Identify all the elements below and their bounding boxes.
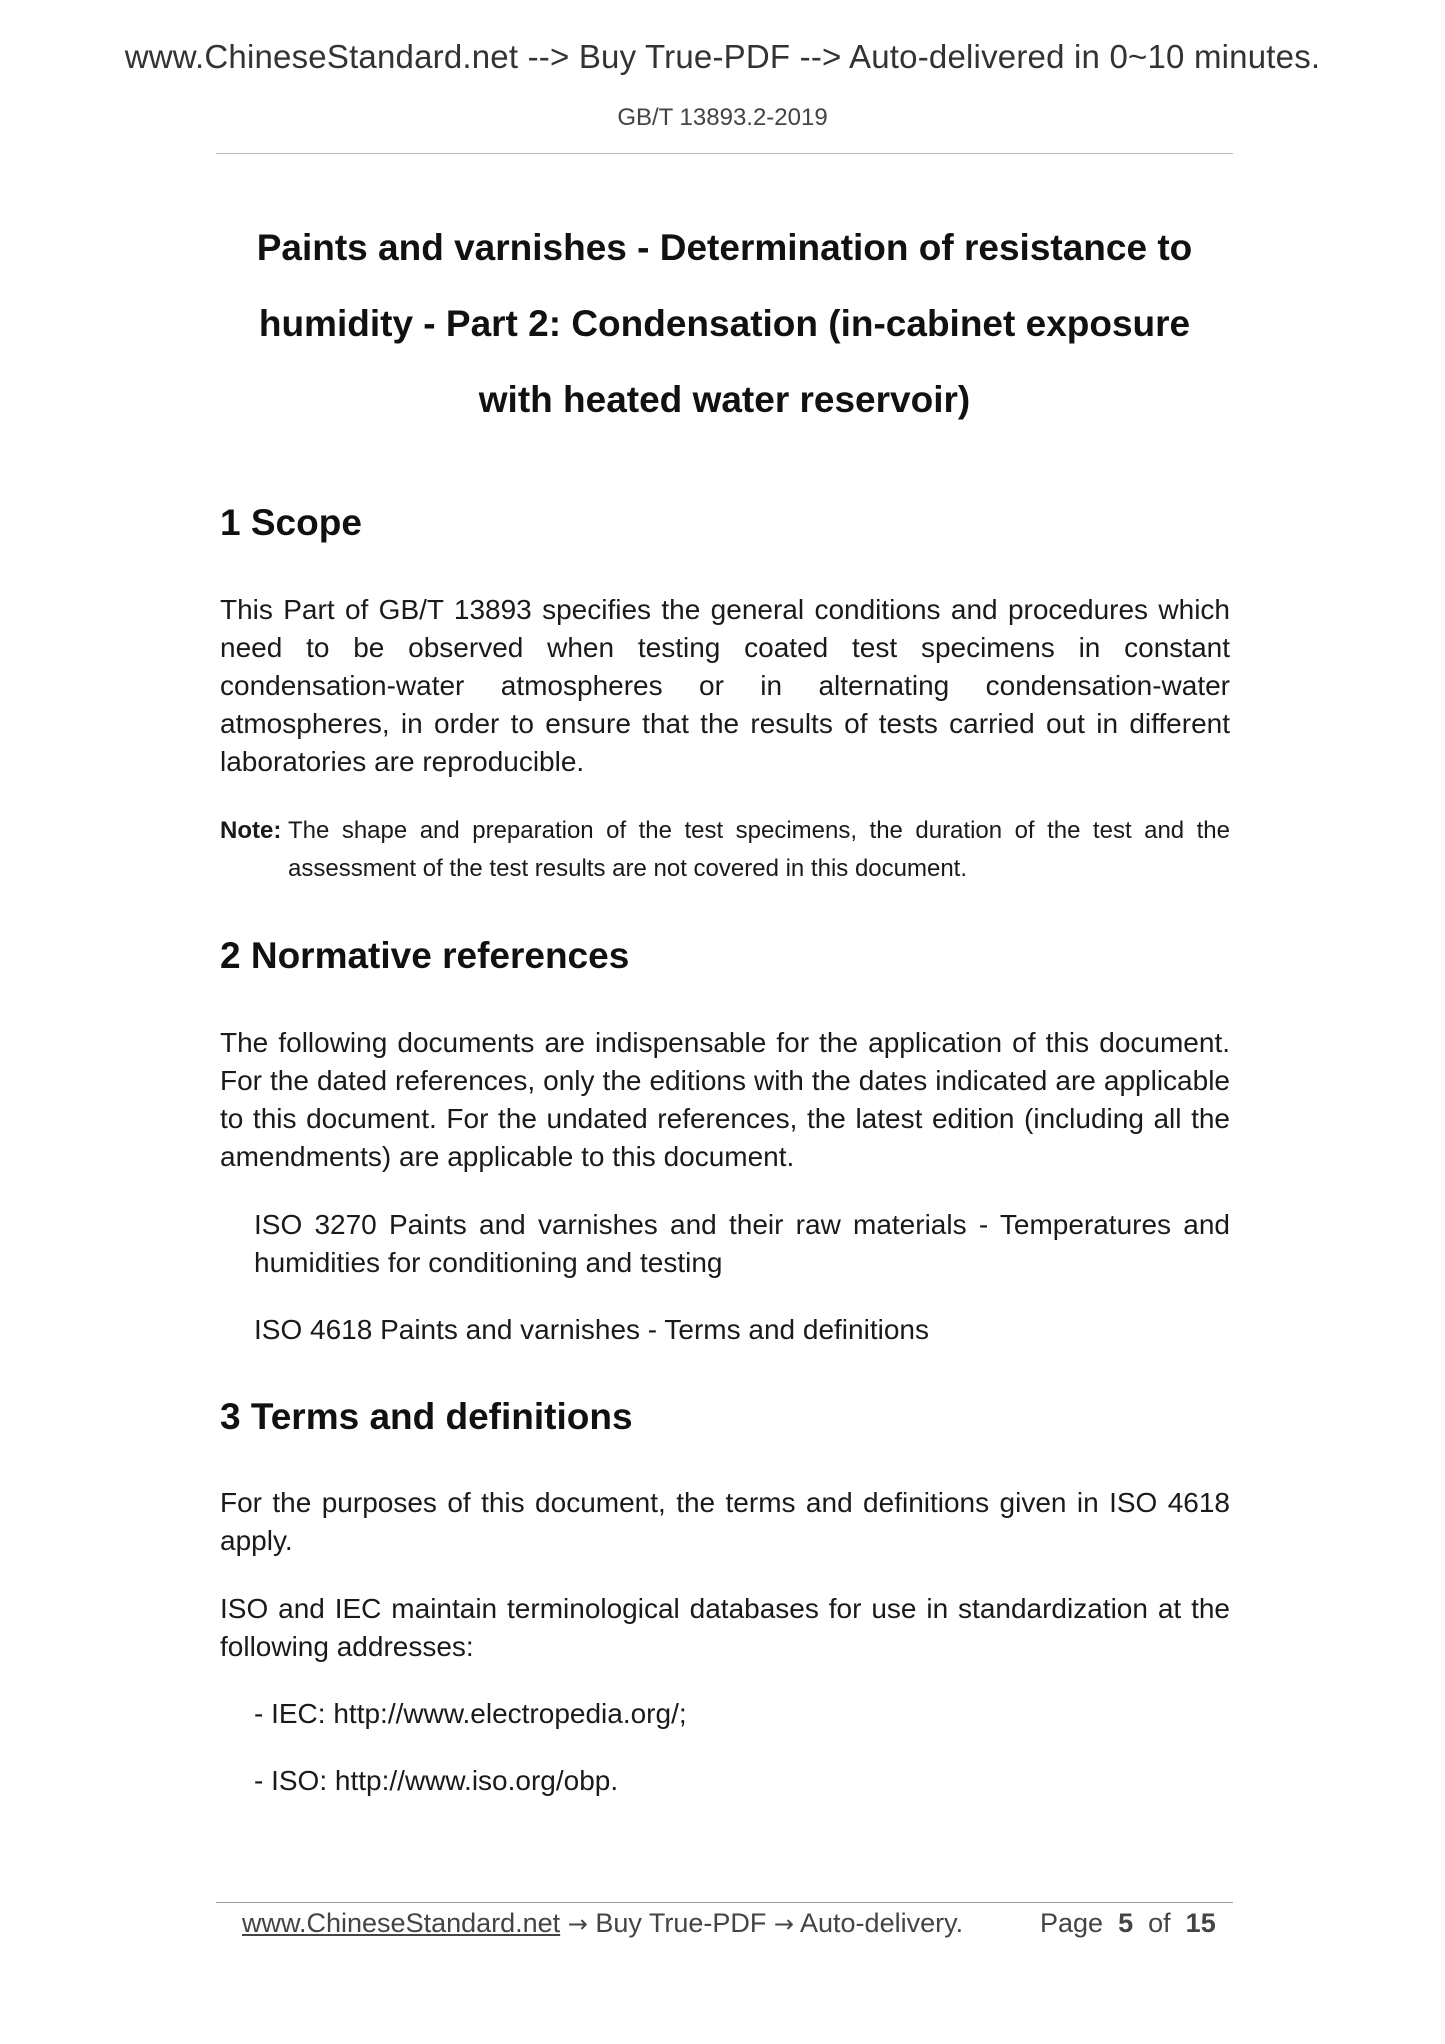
title-line-2: humidity - Part 2: Condensation (in-cabinet exposure bbox=[258, 303, 1191, 344]
note-text bbox=[288, 812, 1230, 888]
arrow-right-icon: → bbox=[567, 1910, 588, 1938]
header-banner: www.ChineseStandard.net --> Buy True-PDF --> Auto-delivered in 0~10 minutes. bbox=[124, 38, 1321, 75]
note-text-content: The shape and preparation of the test specimens, the duration of the test and the assessment of the test results are not covered in this document. bbox=[288, 817, 1230, 882]
normative-paragraph: The following documents are indispensable for the application of this document. For the dated references, only the editions with the dates indicated are applicable to this document. For the undated references, the latest edition (including all the amendments) are applicable to this document. bbox=[220, 1027, 1230, 1172]
of-label: of bbox=[1148, 1908, 1171, 1938]
document-title bbox=[216, 210, 1233, 438]
page-label: Page bbox=[1040, 1908, 1104, 1938]
section-heading-terms-definitions: 3 Terms and definitions bbox=[220, 1396, 633, 1437]
note-label: Note: bbox=[220, 817, 282, 844]
section-heading-normative-references: 2 Normative references bbox=[220, 935, 630, 976]
footer-buy-text: Buy True-PDF bbox=[595, 1908, 767, 1938]
reference-iso-4618: ISO 4618 Paints and varnishes - Terms and definitions bbox=[254, 1314, 929, 1345]
page-indicator bbox=[1040, 1908, 1216, 1939]
header-divider bbox=[216, 153, 1233, 154]
footer-site-link[interactable]: www.ChineseStandard.net bbox=[242, 1908, 561, 1938]
terms-paragraph-1: For the purposes of this document, the terms and definitions given in ISO 4618 apply. bbox=[220, 1487, 1230, 1556]
title-line-3: with heated water reservoir) bbox=[478, 379, 971, 420]
section-heading-scope: 1 Scope bbox=[220, 502, 362, 543]
page-total: 15 bbox=[1185, 1908, 1216, 1938]
footer-promo bbox=[242, 1908, 963, 1939]
reference-iso-3270: ISO 3270 Paints and varnishes and their raw materials - Temperatures and humidities for conditioning and testing bbox=[254, 1209, 1230, 1278]
footer-auto-text: Auto-delivery. bbox=[800, 1908, 964, 1938]
title-line-1: Paints and varnishes - Determination of resistance to bbox=[256, 227, 1193, 268]
terms-paragraph-2: ISO and IEC maintain terminological databases for use in standardization at the following addresses: bbox=[220, 1593, 1230, 1662]
page-current: 5 bbox=[1118, 1908, 1134, 1938]
address-iso: - ISO: http://www.iso.org/obp. bbox=[254, 1765, 619, 1796]
footer-divider bbox=[216, 1902, 1233, 1903]
document-number: GB/T 13893.2-2019 bbox=[617, 104, 828, 131]
address-iec: - IEC: http://www.electropedia.org/; bbox=[254, 1698, 687, 1729]
scope-paragraph: This Part of GB/T 13893 specifies the general conditions and procedures which need to be observed when testing coated test specimens in constant condensation-water atmospheres or in alternating condensation-water atmospheres, in order to ensure that the results of tests carried out in different laboratories are reproducible. bbox=[220, 594, 1230, 777]
arrow-right-icon: → bbox=[773, 1910, 794, 1938]
